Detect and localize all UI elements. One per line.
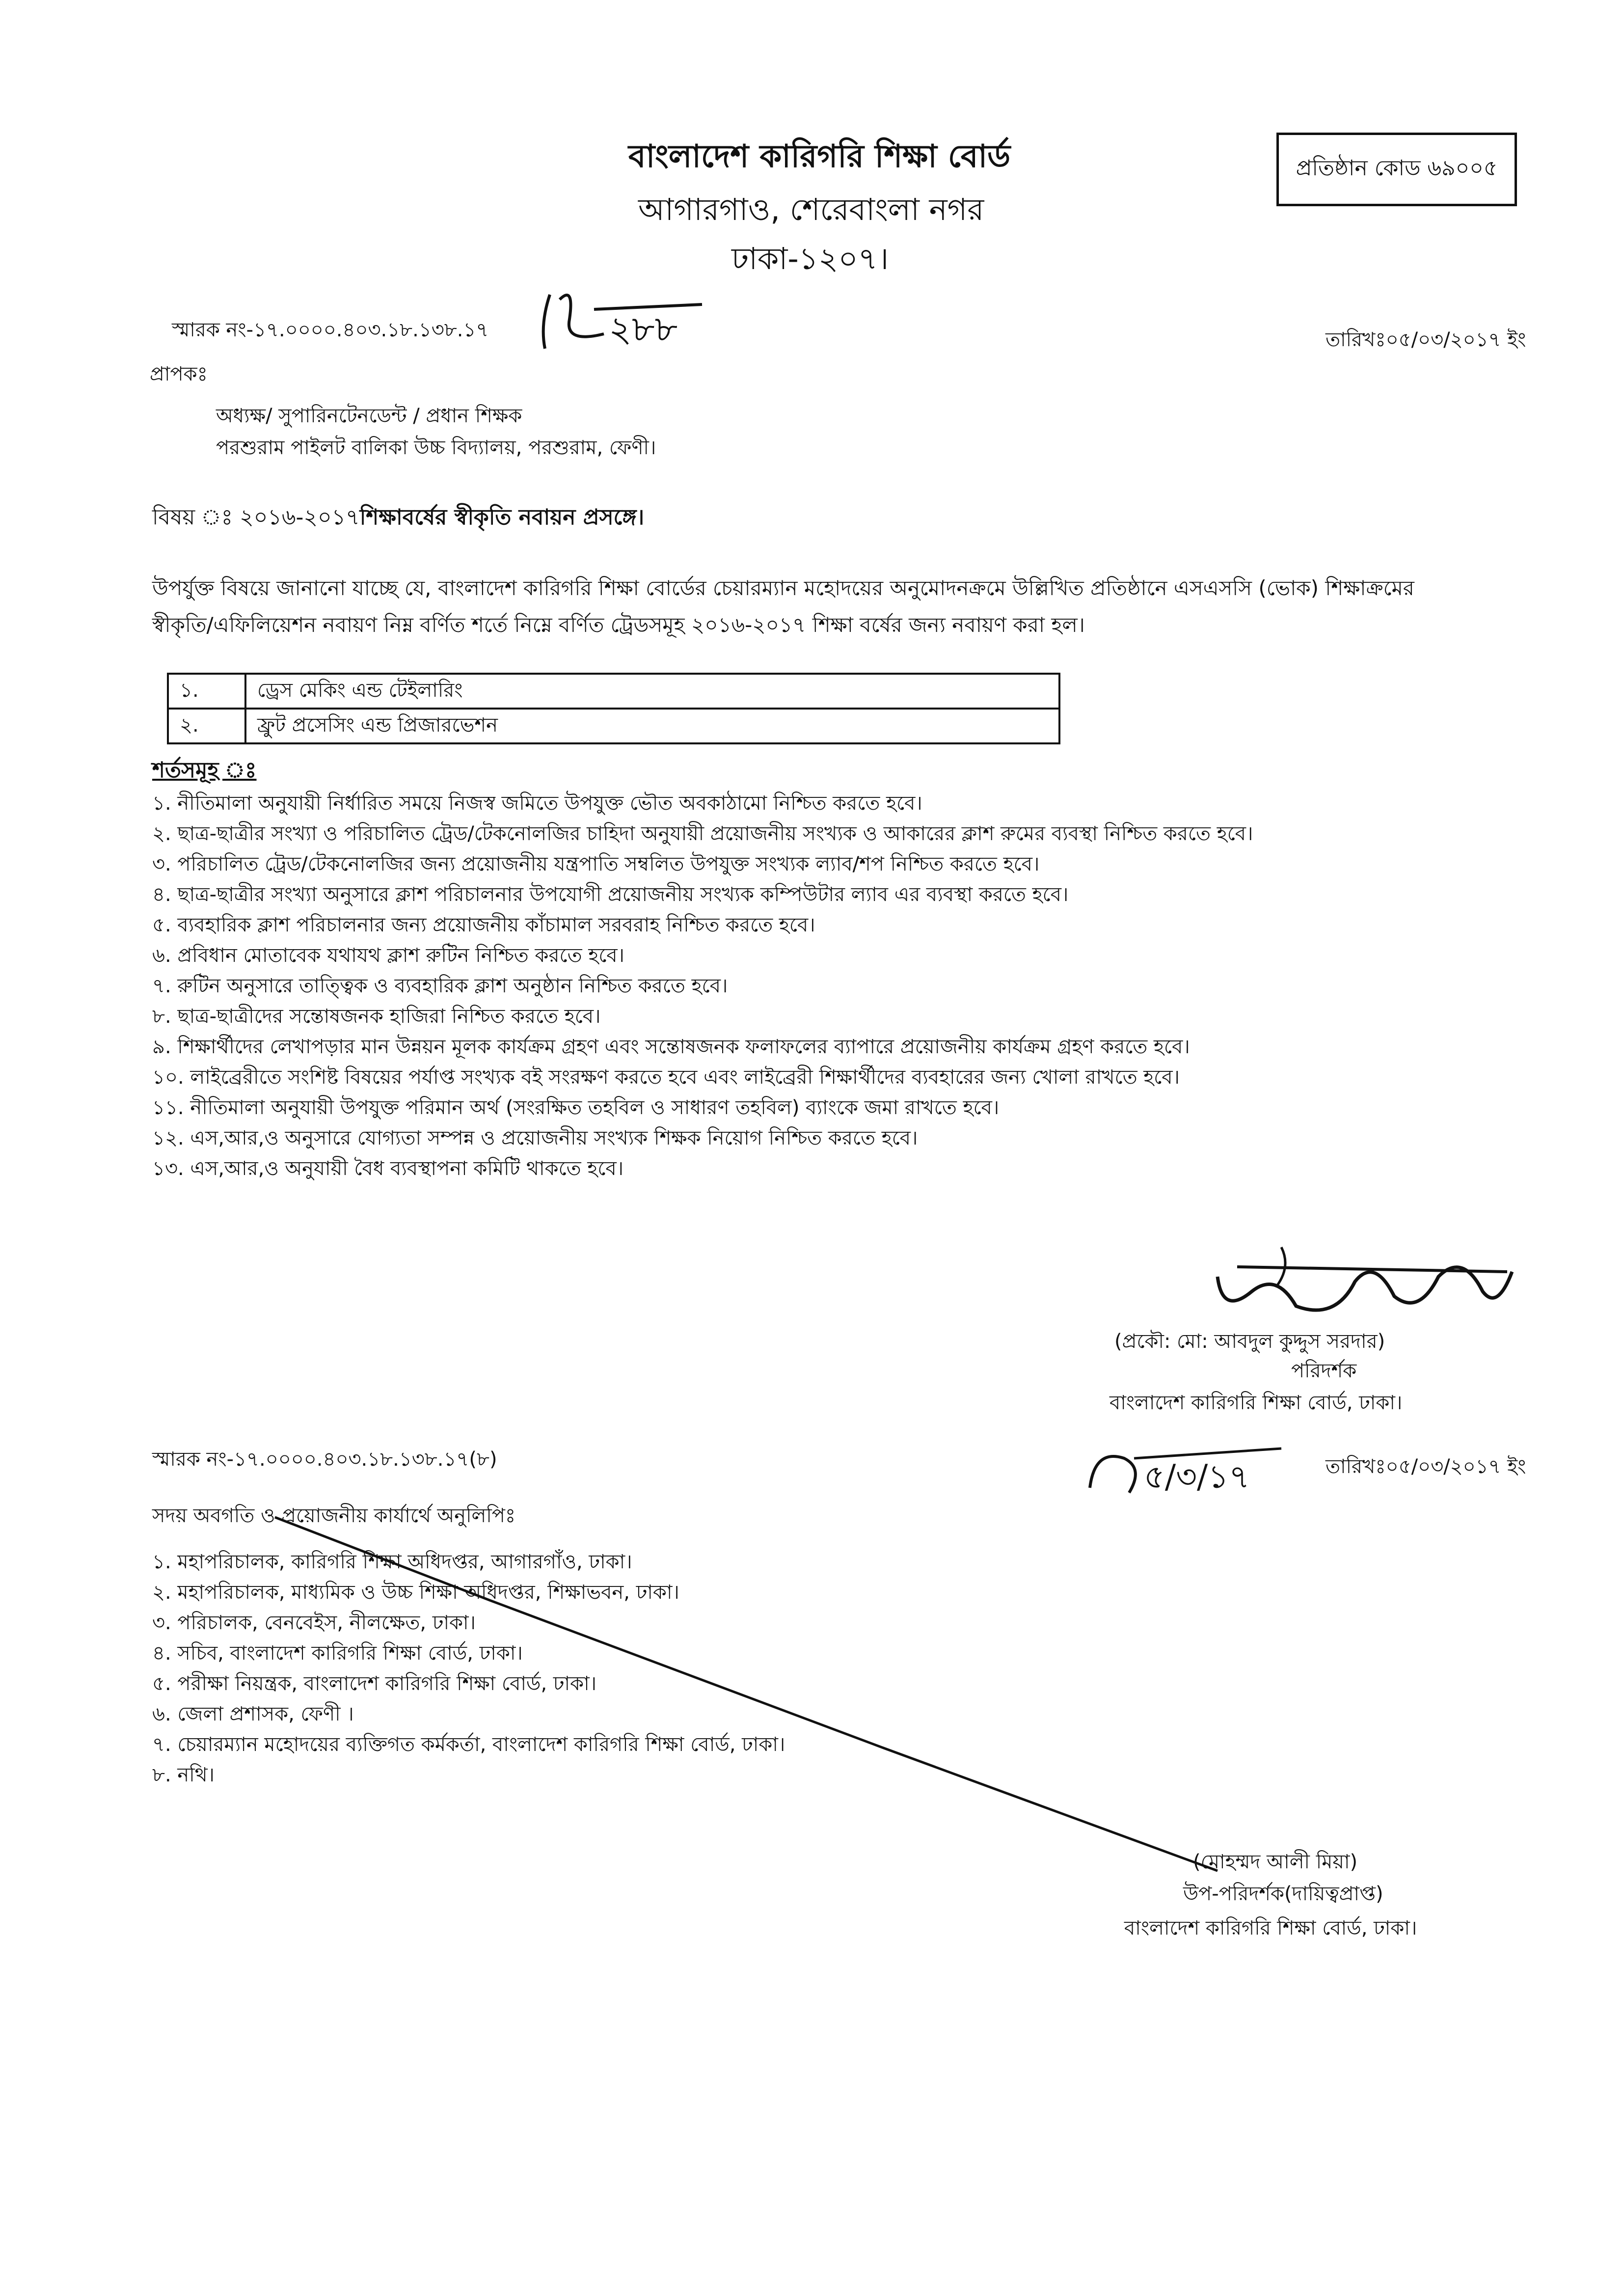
list-item: ১২. এস,আর,ও অনুসারে যোগ্যতা সম্পন্ন ও প্রয়োজনীয় সংখ্যক শিক্ষক নিয়োগ নিশ্চিত করতে হবে। (152, 1127, 918, 1149)
list-item: ১১. নীতিমালা অনুযায়ী উপযুক্ত পরিমান অর্থ (সংরক্ষিত তহবিল ও সাধারণ তহবিল) ব্যাংকে জমা রাখতে হবে। (152, 1096, 1000, 1119)
list-item: ৩. পরিচালিত ট্রেড/টেকনোলজির জন্য প্রয়োজনীয় যন্ত্রপাতি সম্বলিত উপযুক্ত সংখ্যক ল্যাব/শপ নিশ্চিত করতে হবে। (152, 853, 1040, 875)
list-item: ৫. পরীক্ষা নিয়ন্ত্রক, বাংলাদেশ কারিগরি শিক্ষা বোর্ড, ঢাকা। (152, 1672, 597, 1695)
trade-number: ২. (168, 709, 245, 743)
list-item: ৭. রুটিন অনুসারে তাত্ত্বিক ও ব্যবহারিক ক্লাশ অনুষ্ঠান নিশ্চিত করতে হবে। (152, 975, 728, 997)
list-item: ৮. ছাত্র-ছাত্রীদের সন্তোষজনক হাজিরা নিশ্চিত করতে হবে। (152, 1005, 601, 1028)
body-line-1: উপর্যুক্ত বিষয়ে জানানো যাচ্ছে যে, বাংলাদেশ কারিগরি শিক্ষা বোর্ডের চেয়ারম্যান মহোদয়ের অনুমোদনক্রমে উল্লিখিত প্রতিষ্ঠানে এসএসসি (ভোক) শিক্ষাক্রমের (152, 576, 1414, 600)
address-line-2: ঢাকা-১২০৭। (731, 241, 889, 276)
recipient-designation: অধ্যক্ষ/ সুপারিনটেনডেন্ট / প্রধান শিক্ষক (216, 405, 522, 427)
trade-number: ১. (168, 674, 245, 709)
institution-code: প্রতিষ্ঠান কোড ৬৯০০৫ (1296, 155, 1498, 181)
copies-heading: সদয় অবগতি ও প্রয়োজনীয় কার্যার্থে অনুলিপিঃ (152, 1504, 516, 1527)
list-item: ১. নীতিমালা অনুযায়ী নির্ধারিত সময়ে নিজস্ব জমিতে উপযুক্ত ভৌত অবকাঠামো নিশ্চিত করতে হবে। (152, 792, 922, 815)
list-item: ১০. লাইব্রেরীতে সংশিষ্ট বিষয়ের পর্যাপ্ত সংখ্যক বই সংরক্ষণ করতে হবে এবং লাইব্রেরী শিক্ষার্থীদের ব্যবহারের জন্য খোলা রাখতে হবে। (152, 1066, 1180, 1089)
list-item: ৬. প্রবিধান মোতাবেক যথাযথ ক্লাশ রুটিন নিশ্চিত করতে হবে। (152, 944, 624, 967)
address-line-1: আগারগাও, শেরেবাংলা নগর (638, 191, 984, 227)
handwritten-ref: ২৮৮ (609, 308, 678, 350)
list-item: ৪. সচিব, বাংলাদেশ কারিগরি শিক্ষা বোর্ড, ঢাকা। (152, 1642, 523, 1665)
body-line-2: স্বীকৃতি/এফিলিয়েশন নবায়ণ নিম্ন বর্ণিত শর্তে নিম্নে বর্ণিত ট্রেডসমূহ ২০১৬-২০১৭ শিক্ষা বর্ষের জন্য নবায়ণ করা হল। (152, 613, 1085, 637)
list-item: ৯. শিক্ষার্থীদের লেখাপড়ার মান উন্নয়ন মূলক কার্যক্রম গ্রহণ এবং সন্তোষজনক ফলাফলের ব্যাপারে প্রয়োজনীয় কার্যক্রম গ্রহণ করতে হবে। (152, 1036, 1190, 1058)
signatory-2-name: (মোহম্মদ আলী মিয়া) (1193, 1851, 1358, 1873)
conditions-heading: শর্তসমূহ ঃ (152, 758, 257, 783)
memo-date: তারিখঃ০৫/০৩/২০১৭ ইং (1326, 328, 1526, 351)
trade-name: ড্রেস মেকিং এন্ড টেইলারিং (245, 674, 1059, 709)
list-item: ২. ছাত্র-ছাত্রীর সংখ্যা ও পরিচালিত ট্রেড/টেকনোলজির চাহিদা অনুযায়ী প্রয়োজনীয় সংখ্যক ও আকারের ক্লাশ রুমের ব্যবস্থা নিশ্চিত করতে হবে। (152, 822, 1253, 845)
signatory-2-org: বাংলাদেশ কারিগরি শিক্ষা বোর্ড, ঢাকা। (1124, 1917, 1417, 1940)
org-name: বাংলাদেশ কারিগরি শিক্ষা বোর্ড (628, 138, 1011, 175)
trade-name: ফ্রুট প্রসেসিং এন্ড প্রিজারভেশন (245, 709, 1059, 743)
signatory-1-name: (প্রকৌ: মো: আবদুল কুদ্দুস সরদার) (1114, 1330, 1385, 1353)
list-item: ৮. নথি। (152, 1764, 215, 1786)
recipient-label: প্রাপকঃ (150, 363, 208, 385)
list-item: ৫. ব্যবহারিক ক্লাশ পরিচালনার জন্য প্রয়োজনীয় কাঁচামাল সরবরাহ নিশ্চিত করতে হবে। (152, 914, 815, 936)
memo2-ref-number: স্মারক নং-১৭.০০০০.৪০৩.১৮.১৩৮.১৭(৮) (152, 1448, 497, 1471)
list-item: ৪. ছাত্র-ছাত্রীর সংখ্যা অনুসারে ক্লাশ পরিচালনার উপযোগী প্রয়োজনীয় সংখ্যক কম্পিউটার ল্যাব এর ব্যবস্থা করতে হবে। (152, 883, 1069, 906)
recipient-institution: পরশুরাম পাইলট বালিকা উচ্চ বিদ্যালয়, পরশুরাম, ফেণী। (216, 437, 656, 459)
list-item: ৭. চেয়ারম্যান মহোদয়ের ব্যক্তিগত কর্মকর্তা, বাংলাদেশ কারিগরি শিক্ষা বোর্ড, ঢাকা। (152, 1733, 785, 1756)
list-item: ২. মহাপরিচালক, মাধ্যমিক ও উচ্চ শিক্ষা অধিদপ্তর, শিক্ষাভবন, ঢাকা। (152, 1581, 679, 1604)
list-item: ১. মহাপরিচালক, কারিগরি শিক্ষা অধিদপ্তর, আগারগাঁও, ঢাকা। (152, 1551, 632, 1573)
list-item: ৩. পরিচালক, বেনবেইস, নীলক্ষেত, ঢাকা। (152, 1612, 476, 1634)
list-item: ৬. জেলা প্রশাসক, ফেণী । (152, 1703, 354, 1725)
signatory-1-org: বাংলাদেশ কারিগরি শিক্ষা বোর্ড, ঢাকা। (1110, 1392, 1403, 1414)
memo2-date: তারিখঃ০৫/০৩/২০১৭ ইং (1326, 1455, 1526, 1478)
subject-bold: শিক্ষাবর্ষের স্বীকৃতি নবায়ন প্রসঙ্গে। (359, 505, 645, 530)
signatory-2-title: উপ-পরিদর্শক(দায়িত্বপ্রাপ্ত) (1183, 1883, 1383, 1905)
list-item: ১৩. এস,আর,ও অনুযায়ী বৈধ ব্যবস্থাপনা কমিটি থাকতে হবে। (152, 1157, 624, 1180)
handwritten-date: ৫/৩/১৭ (1144, 1458, 1250, 1496)
subject-prefix: বিষয় ঃ ২০১৬-২০১৭ (152, 505, 360, 530)
signatory-1-title: পরিদর্শক (1291, 1360, 1357, 1382)
memo-ref-number: স্মারক নং-১৭.০০০০.৪০৩.১৮.১৩৮.১৭ (172, 319, 489, 341)
